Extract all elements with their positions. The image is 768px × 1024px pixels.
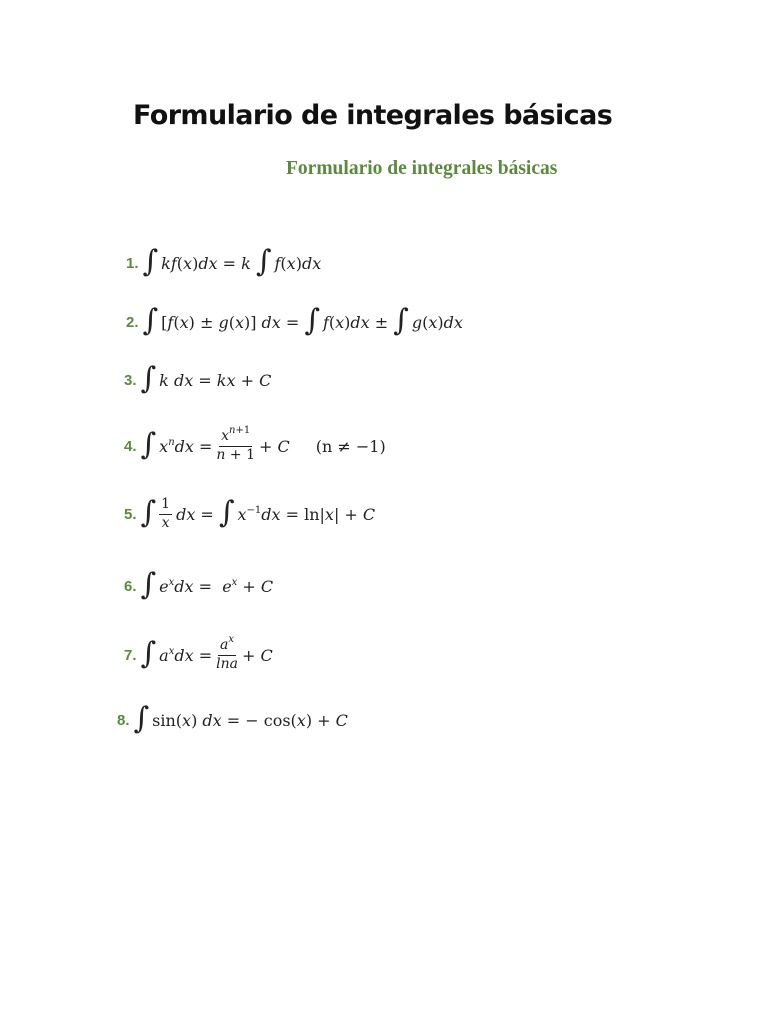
formula-8: 8. ∫ sin(x) dx = − cos(x) + C [117,701,348,736]
formula-number: 2. [126,313,139,331]
formula-number: 5. [124,505,137,523]
formula-number: 4. [124,437,137,455]
formula-5: 5. ∫ $\frac{1}{x}$ dx = ∫ $x^{-1}dx = \ln|x| + C$ [124,495,376,531]
formula-6: 6. ∫ $e^xdx = e^x + C$ [124,567,274,602]
formula-7: 7. ∫ $a^xdx$ = $\frac{a^x}{\ln a}$ + C [124,634,273,672]
formula-4: 4. ∫ $x^ndx$ = $\frac{x^{n+1}}{n + 1}$ + C (n ≠ −1) [124,425,386,463]
formula-1: 1. ∫ kf(x)dx = k ∫ f(x)dx [126,244,322,279]
formula-number: 1. [126,254,139,272]
formula-number: 3. [124,371,137,389]
section-subtitle: Formulario de integrales básicas [286,158,558,179]
page-title: Formulario de integrales básicas [133,100,613,131]
formula-number: 8. [117,711,130,729]
formula-number: 6. [124,577,137,595]
formula-condition: (n ≠ −1) [315,436,386,456]
formula-3: 3. ∫ k dx = kx + C [124,361,272,396]
formula-2: 2. ∫ [f(x) ± g(x)] dx = ∫ f(x)dx ± ∫ g(x)dx [126,303,463,338]
formula-number: 7. [124,646,137,664]
